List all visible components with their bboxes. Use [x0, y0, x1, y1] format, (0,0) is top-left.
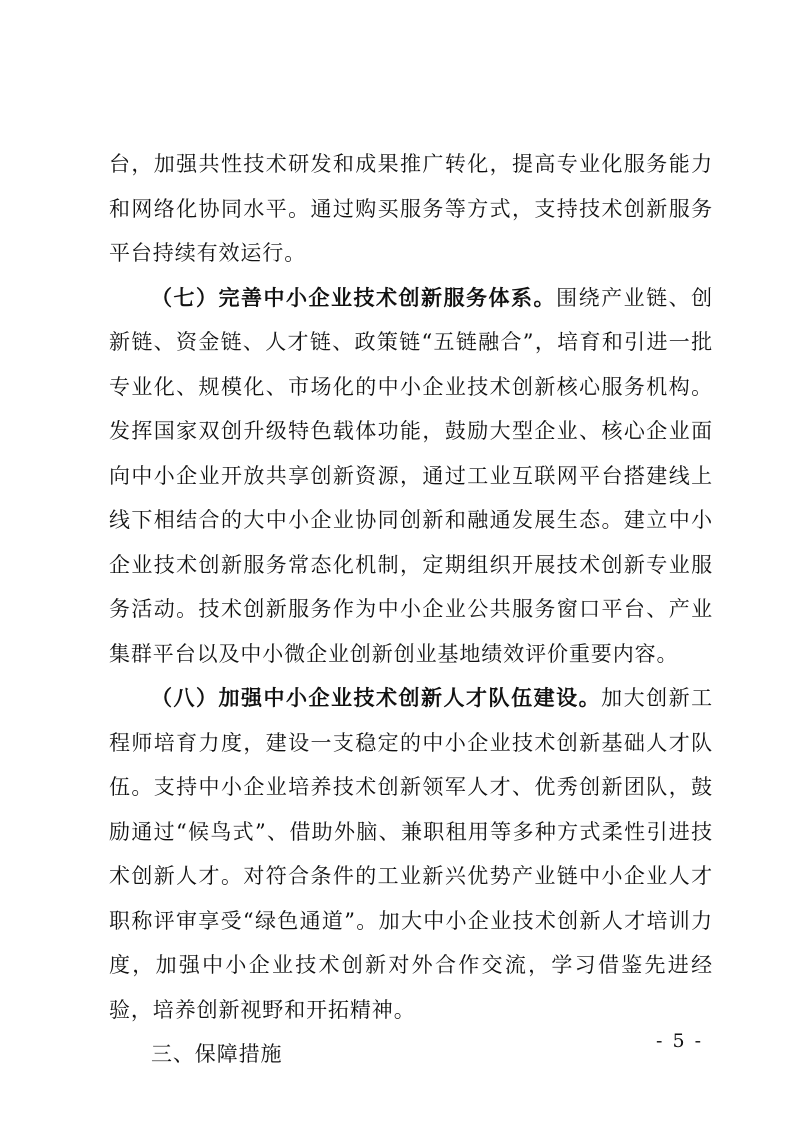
paragraph-lead-heading: （八）加强中小企业技术创新人才队伍建设。: [151, 685, 602, 710]
page-number: - 5 -: [656, 1030, 704, 1052]
paragraph-text: 加大创新工程师培育力度，建设一支稳定的中小企业技术创新基础人才队伍。支持中小企业培养技术创新领军人才、优秀创新团队，鼓励通过“候鸟式”、借助外脑、兼职租用等多种方式柔性引进技术创新人才。对符合条件的工业新兴优势产业链中小企业人才职称评审享受“绿色通道”。加大中小企业技术创新人才培训力度，加强中小企业技术创新对外合作交流，学习借鉴先进经验，培养创新视野和开拓精神。: [109, 686, 714, 1022]
paragraph-item-eight: [109, 676, 713, 1032]
paragraph-continuation: [109, 142, 713, 276]
section-heading: 三、保障措施: [151, 1042, 283, 1066]
paragraph-text: 围绕产业链、创新链、资金链、人才链、政策链“五链融合”，培育和引进一批专业化、规模化、市场化的中小企业技术创新核心服务机构。发挥国家双创升级特色载体功能，鼓励大型企业、核心企业面向中小企业开放共享创新资源，通过工业互联网平台搭建线上线下相结合的大中小企业协同创新和融通发展生态。建立中小企业技术创新服务常态化机制，定期组织开展技术创新专业服务活动。技术创新服务作为中小企业公共服务窗口平台、产业集群平台以及中小微企业创新创业基地绩效评价重要内容。: [109, 285, 713, 666]
paragraph-item-seven: [109, 276, 713, 677]
paragraph-lead-heading: （七）完善中小企业技术创新服务体系。: [151, 284, 557, 310]
document-body: [109, 142, 713, 1077]
paragraph-text: 台，加强共性技术研发和成果推广转化，提高专业化服务能力和网络化协同水平。通过购买服务等方式，支持技术创新服务平台持续有效运行。: [109, 152, 713, 265]
